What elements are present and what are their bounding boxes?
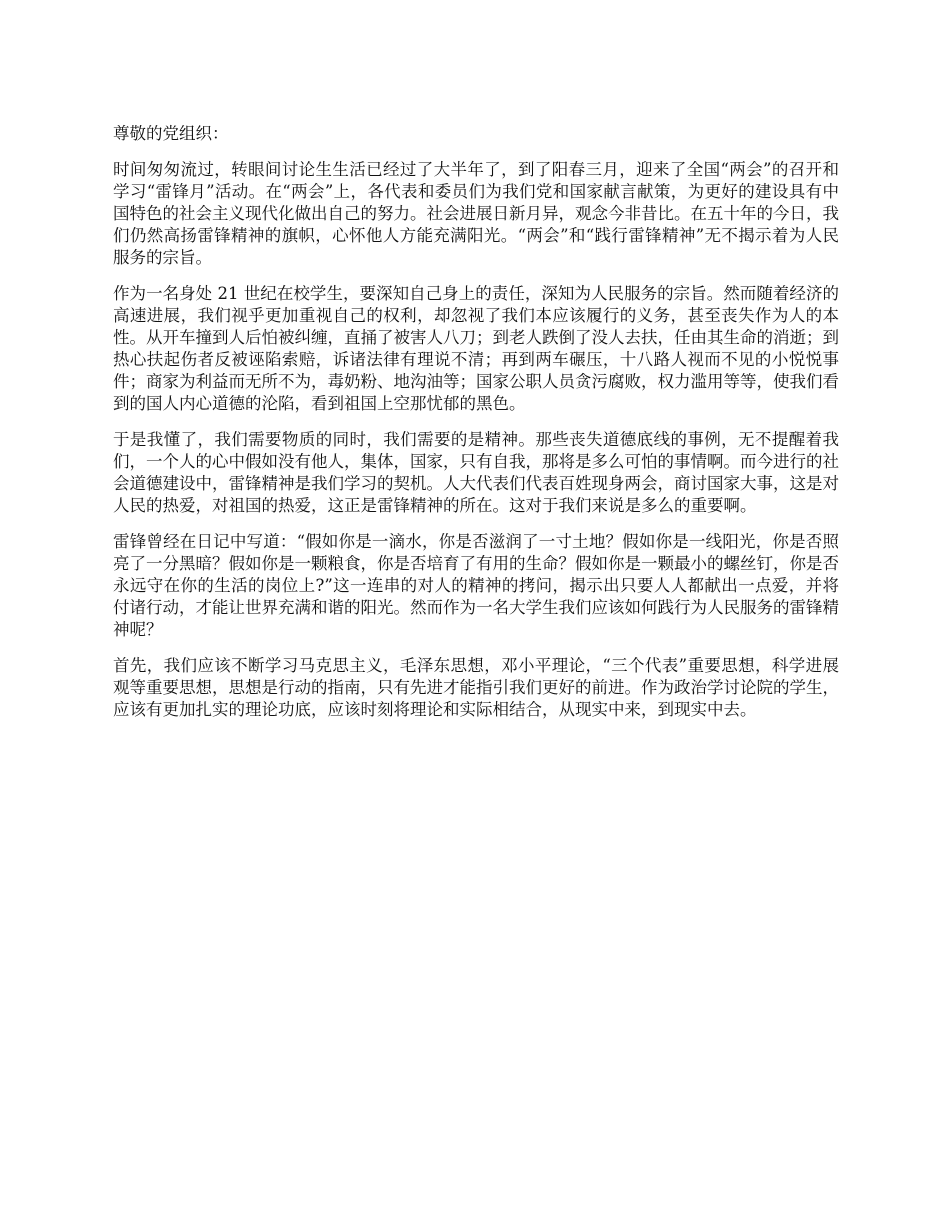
paragraph-2: 作为一名身处 21 世纪在校学生，要深知自己身上的责任，深知为人民服务的宗旨。然而随着经济的高速进展，我们视乎更加重视自己的权利，却忽视了我们本应该履行的义务，甚至丧失作为人的本性。从开车撞到人后怕被纠缠，直捅了被害人八刀；到老人跌倒了没人去扶，任由其生命的消逝；到热心扶起伤者反被诬陷索赔，诉诸法律有理说不清；再到两车碾压，十八路人视而不见的小悦悦事件；商家为利益而无所不为，毒奶粉、地沟油等；国家公职人员贪污腐败，权力滥用等等，使我们看到的国人内心道德的沦陷，看到祖国上空那忧郁的黑色。 bbox=[113, 284, 839, 413]
paragraph-1: 时间匆匆流过，转眼间讨论生生活已经过了大半年了，到了阳春三月，迎来了全国“两会”的召开和学习“雷锋月”活动。在“两会”上，各代表和委员们为我们党和国家献言献策，为更好的建设具有中国特色的社会主义现代化做出自己的努力。社会进展日新月异，观念今非昔比。在五十年的今日，我们仍然高扬雷锋精神的旗帜，心怀他人方能充满阳光。“两会”和“践行雷锋精神”无不揭示着为人民服务的宗旨。 bbox=[113, 160, 839, 267]
paragraph-3: 于是我懂了，我们需要物质的同时，我们需要的是精神。那些丧失道德底线的事例，无不提醒着我们，一个人的心中假如没有他人，集体，国家，只有自我，那将是多么可怕的事情啊。而今进行的社会道德建设中，雷锋精神是我们学习的契机。人大代表们代表百姓现身两会，商讨国家大事，这是对人民的热爱，对祖国的热爱，这正是雷锋精神的所在。这对于我们来说是多么的重要啊。 bbox=[113, 430, 839, 515]
document-page bbox=[113, 123, 839, 735]
paragraph-4: 雷锋曾经在日记中写道：“假如你是一滴水，你是否滋润了一寸土地？假如你是一线阳光，你是否照亮了一分黑暗？假如你是一颗粮食，你是否培育了有用的生命？假如你是一颗最小的螺丝钉，你是否永远守在你的生活的岗位上?”这一连串的对人的精神的拷问，揭示出只要人人都献出一点爱，并将付诸行动，才能让世界充满和谐的阳光。然而作为一名大学生我们应该如何践行为人民服务的雷锋精神呢？ bbox=[113, 532, 839, 639]
paragraph-5: 首先，我们应该不断学习马克思主义，毛泽东思想，邓小平理论，“三个代表”重要思想，科学进展观等重要思想，思想是行动的指南，只有先进才能指引我们更好的前进。作为政治学讨论院的学生，应该有更加扎实的理论功底，应该时刻将理论和实际相结合，从现实中来，到现实中去。 bbox=[113, 656, 839, 719]
salutation: 尊敬的党组织： bbox=[113, 124, 229, 143]
